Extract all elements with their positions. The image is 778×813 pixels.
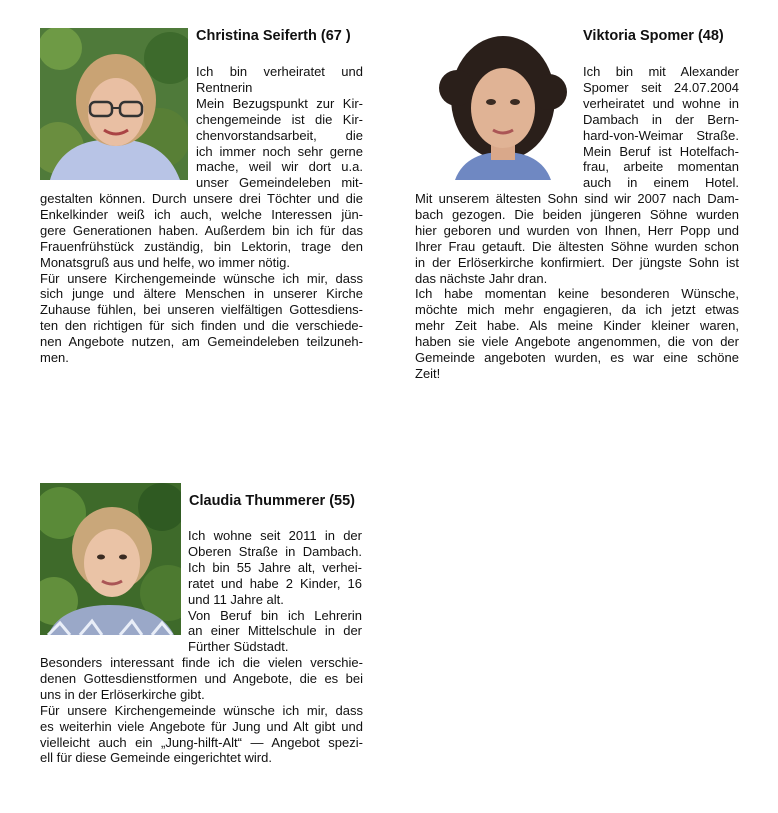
text-line: Rentnerin xyxy=(196,79,253,95)
text-line: gestalten können. Durch unsere drei Töchter und die xyxy=(40,191,363,206)
portrait-photo-viktoria xyxy=(433,28,573,180)
text-line: sich junge und ältere Menschen in unserer Kirche xyxy=(40,286,363,302)
text-line: Mein Beruf ist Hotelfach- xyxy=(583,143,739,159)
text-line: Fürther Südstadt. xyxy=(188,639,289,655)
profile-name: Christina Seiferth (67 ) xyxy=(196,28,351,44)
text-line: Von Beruf bin ich Lehrerin xyxy=(188,607,362,623)
text-line: Zuhause fühlen, bei unseren vielfältigen Gottesdiens- xyxy=(40,302,363,318)
profile-name: Viktoria Spomer (48) xyxy=(583,28,724,44)
text-line: Für unsere Kirchengemeinde wünsche ich mir, dass xyxy=(40,702,363,718)
text-line: ten den richtigen für sich finden und die verschiede- xyxy=(40,318,363,334)
text-line: Oberen Straße in Dambach. xyxy=(188,543,362,559)
text-line: Frauenfrühstück zuständig, bin Lektorin, trage den xyxy=(40,238,363,254)
text-line: ell für diese Gemeinde eingerichtet wird. xyxy=(40,750,272,766)
text-line: an einer Mittelschule in der xyxy=(188,623,362,639)
text-line: ich immer noch sehr gerne xyxy=(196,143,363,159)
text-line: chengemeinde ist die Kir- xyxy=(196,111,363,127)
text-line: Ich bin verheiratet und xyxy=(196,64,363,79)
text-line: Monatsgruß aus und helfe, wo immer nötig. xyxy=(40,254,291,270)
text-line: unser Gemeindeleben mit- xyxy=(196,175,363,191)
text-line: in der Erlöserkirche konfirmiert. Der jüngste Sohn ist xyxy=(415,254,739,270)
text-line: Enkelkinder weiß ich auch, welche Interessen jün- xyxy=(40,206,363,222)
portrait-photo-claudia xyxy=(40,483,181,635)
text-line: Zeit! xyxy=(415,365,441,381)
text-line: es weiterhin viele Angebote für Jung und Alt gibt und xyxy=(40,718,363,734)
text-line: Gemeinde angeboten wurden, es war eine schöne xyxy=(415,350,739,366)
text-line: und 11 Jahre alt. xyxy=(188,591,284,607)
text-line: ratet und habe 2 Kinder, 16 xyxy=(188,575,362,591)
text-line: auch in einem Hotel. xyxy=(583,175,739,191)
text-line: mehr Zeit habe. Als meine Kinder kleiner waren, xyxy=(415,318,739,334)
text-line: hard-von-Weimar Straße. xyxy=(583,127,739,143)
text-line: men. xyxy=(40,350,69,366)
text-line: frau, arbeite momentan xyxy=(583,159,739,175)
text-line: chenvorstandsarbeit, die xyxy=(196,127,363,143)
portrait-photo-christina xyxy=(40,28,188,180)
text-line: Dambach in der Bern- xyxy=(583,111,739,127)
text-line: denen Gottesdienstformen und Angebote, die es bei xyxy=(40,670,363,686)
text-line: möchte mich mehr engagieren, da ich jetzt etwas xyxy=(415,302,739,318)
text-line: vielleicht auch ein „Jung-hilft-Alt“ — Angebot spezi- xyxy=(40,734,363,750)
text-line: Für unsere Kirchengemeinde wünsche ich mir, dass xyxy=(40,270,363,286)
text-line: gere Generationen haben. Außerdem bin ich für das xyxy=(40,222,363,238)
text-line: uns in der Erlöserkirche gibt. xyxy=(40,686,205,702)
text-line: bach gezogen. Die beiden jüngeren Söhne wurden xyxy=(415,206,739,222)
text-line: Ihrer Frau getauft. Die ältesten Söhne wurden schon xyxy=(415,238,739,254)
text-line: Mit unserem ältesten Sohn sind wir 2007 nach Dam- xyxy=(415,191,739,206)
text-line: mache, weil wir dort u.a. xyxy=(196,159,363,175)
text-line: Mein Bezugspunkt zur Kir- xyxy=(196,95,363,111)
text-line: Spomer seit 24.07.2004 xyxy=(583,79,739,95)
text-line: haben sie viele Angebote angenommen, die von der xyxy=(415,334,739,350)
text-line: hier geboren und wurden von Ihnen, Herr Popp und xyxy=(415,222,739,238)
text-line: Ich bin mit Alexander xyxy=(583,64,739,79)
text-line: Ich bin 55 Jahre alt, verhei- xyxy=(188,559,362,575)
profile-name: Claudia Thummerer (55) xyxy=(189,493,355,509)
text-line: Ich wohne seit 2011 in der xyxy=(188,528,362,543)
text-line: Ich habe momentan keine besonderen Wünsche, xyxy=(415,286,739,302)
text-line: verheiratet und wohne in xyxy=(583,95,739,111)
text-line: nen Angebote nutzen, am Gemeindeleben teilzuneh- xyxy=(40,334,363,350)
text-line: das nächste Jahr dran. xyxy=(415,270,548,286)
text-line: Besonders interessant finde ich die vielen verschie- xyxy=(40,655,363,670)
